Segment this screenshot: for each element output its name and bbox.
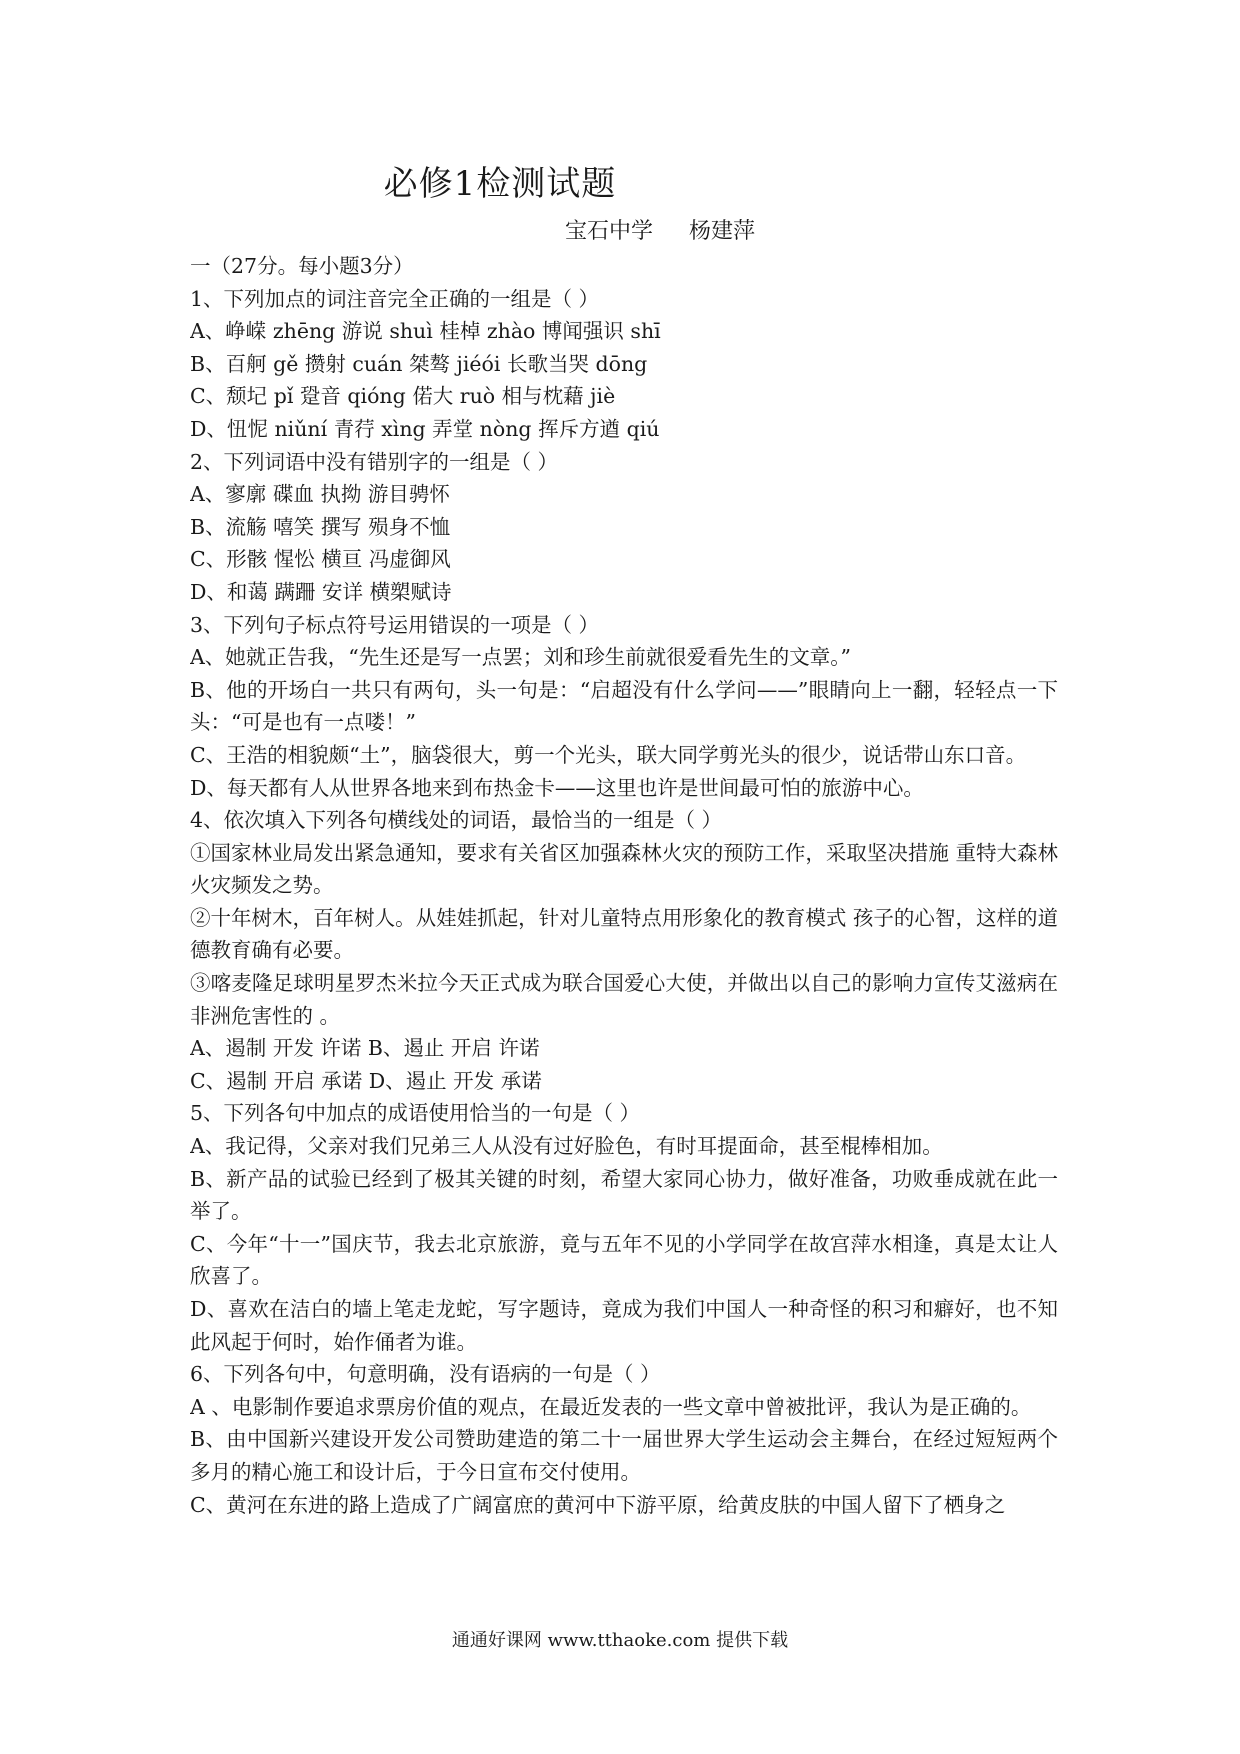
text-line: D、喜欢在洁白的墙上笔走龙蛇，写字题诗，竟成为我们中国人一种奇怪的积习和癖好，也不知此风起于何时，始作俑者为谁。 xyxy=(190,1297,1058,1354)
text-line: B、流觞 嘻笑 撰写 殒身不恤 xyxy=(190,514,451,539)
text-line: 3、下列句子标点符号运用错误的一项是（ ） xyxy=(190,612,600,637)
text-line: A 、电影制作要追求票房价值的观点，在最近发表的一些文章中曾被批评，我认为是正确的。 xyxy=(190,1394,1032,1419)
text-line: A、我记得，父亲对我们兄弟三人从没有过好脸色，有时耳提面命，甚至棍棒相加。 xyxy=(190,1134,943,1159)
author-line xyxy=(0,217,1240,247)
text-line: C、颓圮 pǐ 跫音 qióng 偌大 ruò 相与枕藉 jiè xyxy=(190,384,616,409)
text-line: 1、下列加点的词注音完全正确的一组是（ ） xyxy=(190,286,600,311)
text-line: C、黄河在东进的路上造成了广阔富庶的黄河中下游平原，给黄皮肤的中国人留下了栖身之 xyxy=(190,1492,1006,1517)
text-line: D、忸怩 niǔní 青荇 xìng 弄堂 nòng 挥斥方遒 qiú xyxy=(190,416,660,441)
text-line: B、由中国新兴建设开发公司赞助建造的第二十一届世界大学生运动会主舞台，在经过短短两个多月的精心施工和设计后，于今日宣布交付使用。 xyxy=(190,1427,1058,1484)
text-line: D、每天都有人从世界各地来到布热金卡——这里也许是世间最可怕的旅游中心。 xyxy=(190,775,924,800)
text-line: B、新产品的试验已经到了极其关键的时刻，希望大家同心协力，做好准备，功败垂成就在此一举了。 xyxy=(190,1166,1058,1224)
page-footer: 通通好课网 www.tthaoke.com 提供下载 xyxy=(451,1630,789,1651)
text-line: B、百舸 gě 攒射 cuán 桀骜 jiéói 长歌当哭 dōng xyxy=(190,351,648,376)
author-name: 杨建萍 xyxy=(689,219,756,244)
text-line: ③喀麦隆足球明星罗杰米拉今天正式成为联合国爱心大使，并做出以自己的影响力宣传艾滋病在非洲危害性的 。 xyxy=(190,971,1058,1028)
text-line: ①国家林业局发出紧急通知，要求有关省区加强森林火灾的预防工作，采取坚决措施 重特大森林火灾频发之势。 xyxy=(190,840,1058,898)
text-line: 一（27分。每小题3分） xyxy=(190,254,414,278)
text-line: C、形骸 惺忪 横亘 冯虚御风 xyxy=(190,547,451,572)
text-line: C、王浩的相貌颇“土”，脑袋很大，剪一个光头，联大同学剪光头的很少，说话带山东口音。 xyxy=(190,742,1027,767)
text-line: A、遏制 开发 许诺 B、遏止 开启 许诺 xyxy=(190,1036,540,1061)
text-line: 4、依次填入下列各句横线处的词语，最恰当的一组是（ ） xyxy=(190,808,723,833)
text-line: A、峥嵘 zhēng 游说 shuì 桂棹 zhào 博闻强识 shī xyxy=(190,319,661,344)
text-line: 2、下列词语中没有错别字的一组是（ ） xyxy=(190,449,559,474)
text-line: 5、下列各句中加点的成语使用恰当的一句是（ ） xyxy=(190,1101,641,1126)
text-line: C、遏制 开启 承诺 D、遏止 开发 承诺 xyxy=(190,1068,542,1093)
text-line: A、寥廓 碟血 执拗 游目骋怀 xyxy=(190,482,450,507)
text-line: C、今年“十一”国庆节，我去北京旅游，竟与五年不见的小学同学在故宫萍水相逢，真是太让人欣喜了。 xyxy=(190,1231,1058,1289)
school-name: 宝石中学 xyxy=(564,219,653,244)
text-line: D、和蔼 蹒跚 安详 横槊赋诗 xyxy=(190,579,452,604)
text-line: A、她就正告我，“先生还是写一点罢；刘和珍生前就很爱看先生的文章。” xyxy=(190,645,852,670)
text-line: 6、下列各句中，句意明确，没有语病的一句是（ ） xyxy=(190,1362,661,1387)
text-line: B、他的开场白一共只有两句，头一句是：“启超没有什么学问——”眼睛向上一翻，轻轻点一下头：“可是也有一点喽！” xyxy=(190,677,1058,735)
exam-content xyxy=(190,250,1058,1521)
text-line: ②十年树木，百年树人。从娃娃抓起，针对儿童特点用形象化的教育模式 孩子的心智，这样的道德教育确有必要。 xyxy=(190,905,1058,963)
page-title: 必修1检测试题 xyxy=(383,164,617,204)
